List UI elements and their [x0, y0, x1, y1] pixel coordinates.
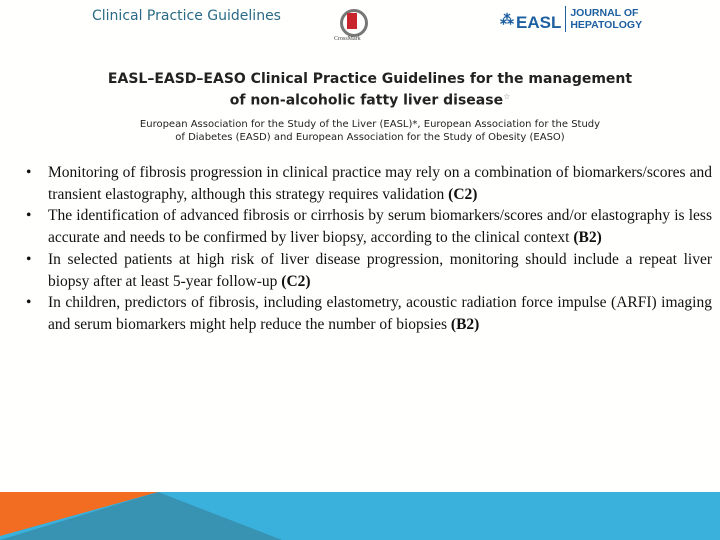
list-item: • In selected patients at high risk of liver disease progression, monitoring should include a repeat liver biopsy after at least 5-year follow-up (C2)	[26, 250, 712, 290]
easl-dots-icon: ⁂	[500, 10, 514, 27]
footer-band	[0, 492, 720, 540]
list-item: • Monitoring of fibrosis progression in clinical practice may rely on a combination of biomarkers/scores and transient elastography, although this strategy requires validation (C2)	[26, 164, 712, 203]
list-item: • The identification of advanced fibrosis or cirrhosis by serum biomarkers/scores and/or elastography is less accurate and needs to be confirmed by liver biopsy, according to the clinical context (B2)	[26, 207, 712, 247]
paper-authors: European Association for the Study of the Liver (EASL)*, European Association for the Study of Diabetes (EASD) and European Association for the Study of Obesity (EASO)	[139, 119, 601, 143]
list-item: • In children, predictors of fibrosis, including elastometry, acoustic radiation force impulse (ARFI) imaging and serum biomarkers might help reduce the number of biopsies (B2)	[26, 294, 712, 333]
crossmark-logo: CrossMark	[337, 9, 367, 45]
section-label: Clinical Practice Guidelines	[92, 8, 281, 24]
paper-title: EASL–EASD–EASO Clinical Practice Guidelines for the management of non-alcoholic fatty liver disease☆	[107, 71, 633, 109]
paper-header	[0, 0, 720, 150]
recommendation-list	[26, 162, 712, 336]
journal-logo: ⁂ EASL JOURNAL OF HEPATOLOGY	[500, 7, 643, 32]
